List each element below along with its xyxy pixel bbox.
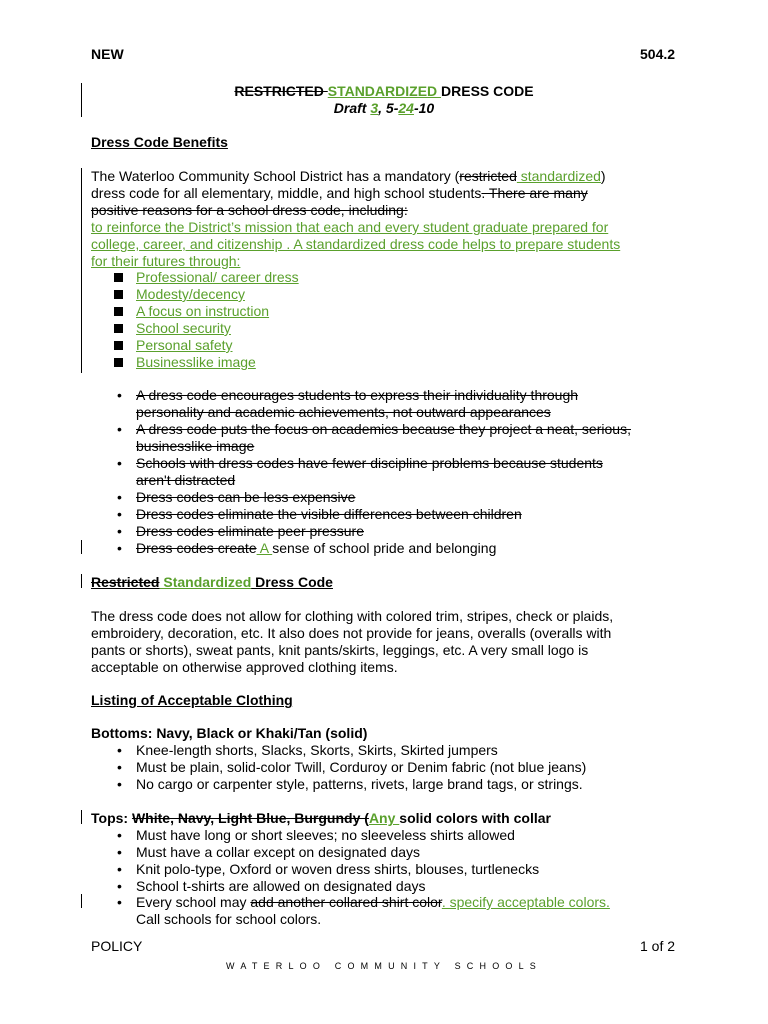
draft-line: Draft 3, 5-24-10 [333,100,435,116]
list-item: aren't distracted [136,472,236,488]
section-heading: Restricted Standardized Dress Code [91,574,333,590]
square-bullet [114,324,123,333]
intro-line-3: positive reasons for a school dress code, including: [91,202,408,218]
list-item: businesslike image [136,438,255,454]
list-item: Personal safety [136,337,233,353]
change-bar [81,810,82,824]
list-item: Businesslike image [136,354,256,370]
intro-line-2: dress code for all elementary, middle, and high school students. There are many [91,185,588,201]
list-item: A focus on instruction [136,303,270,319]
list-item: Schools with dress codes have fewer discipline problems because students [136,455,603,471]
list-item: Dress codes can be less expensive [136,489,356,505]
list-item: Must have long or short sleeves; no sleeveless shirts allowed [136,827,515,843]
footer-organization: WATERLOO COMMUNITY SCHOOLS [225,961,543,971]
inserted-line-1: to reinforce the District’s mission that each and every student graduate prepared for [91,219,609,235]
listing-heading: Listing of Acceptable Clothing [91,692,293,708]
list-item: Dress codes create A sense of school pride and belonging [136,540,497,556]
benefits-heading: Dress Code Benefits [91,134,228,150]
change-bar [81,168,82,373]
round-bullet: • [117,742,122,758]
footer-policy: POLICY [91,938,143,954]
paragraph-line: embroidery, decoration, etc. It also does not provide for jeans, overalls (overalls with [91,625,612,641]
list-item: Professional/ career dress [136,269,299,285]
change-bar [81,574,82,588]
intro-line-1: The Waterloo Community School District has a mandatory (restricted standardized) [91,168,606,184]
paragraph-line: pants or shorts), sweat pants, knit pants/skirts, leggings, etc. A very small logo is [91,642,589,658]
square-bullet [114,358,123,367]
list-item: School security [136,320,231,336]
round-bullet: • [117,506,122,522]
paragraph-line: acceptable on otherwise approved clothing items. [91,659,398,675]
change-bar [81,894,82,908]
header-left: NEW [91,46,124,62]
round-bullet: • [117,827,122,843]
list-item: A dress code encourages students to express their individuality through [136,387,579,403]
bottoms-heading: Bottoms: Navy, Black or Khaki/Tan (solid) [91,725,368,741]
paragraph-line: The dress code does not allow for clothing with colored trim, stripes, check or plaids, [91,608,614,624]
round-bullet: • [117,523,122,539]
square-bullet [114,273,123,282]
square-bullet [114,307,123,316]
round-bullet: • [117,540,122,556]
square-bullet [114,341,123,350]
list-item: Modesty/decency [136,286,245,302]
list-item: Every school may add another collared shirt color. specify acceptable colors. [136,894,610,910]
round-bullet: • [117,489,122,505]
list-item: Knee-length shorts, Slacks, Skorts, Skirts, Skirted jumpers [136,742,498,758]
round-bullet: • [117,878,122,894]
list-item: Knit polo-type, Oxford or woven dress shirts, blouses, turtlenecks [136,861,540,877]
policy-number: 504.2 [640,46,676,62]
round-bullet: • [117,421,122,437]
inserted-line-3: for their futures through: [91,253,241,269]
list-item: No cargo or carpenter style, patterns, rivets, large brand tags, or strings. [136,776,583,792]
document-title: RESTRICTED STANDARDIZED DRESS CODE [234,83,534,99]
round-bullet: • [117,844,122,860]
page-number: 1 of 2 [640,938,676,954]
round-bullet: • [117,776,122,792]
round-bullet: • [117,387,122,403]
round-bullet: • [117,894,122,910]
list-item: School t-shirts are allowed on designated days [136,878,426,894]
list-item: Dress codes eliminate peer pressure [136,523,364,539]
list-item: Must be plain, solid-color Twill, Corduroy or Denim fabric (not blue jeans) [136,759,587,775]
list-item: personality and academic achievements, not outward appearances [136,404,551,420]
change-bar [81,540,82,554]
round-bullet: • [117,861,122,877]
list-item-continuation: Call schools for school colors. [136,911,322,927]
square-bullet [114,290,123,299]
list-item: Must have a collar except on designated days [136,844,421,860]
tops-heading: Tops: White, Navy, Light Blue, Burgundy (Any solid colors with collar [91,810,551,826]
list-item: A dress code puts the focus on academics because they project a neat, serious, [136,421,631,437]
list-item: Dress codes eliminate the visible differences between children [136,506,522,522]
round-bullet: • [117,759,122,775]
inserted-line-2: college, career, and citizenship . A standardized dress code helps to prepare students [91,236,621,252]
round-bullet: • [117,455,122,471]
